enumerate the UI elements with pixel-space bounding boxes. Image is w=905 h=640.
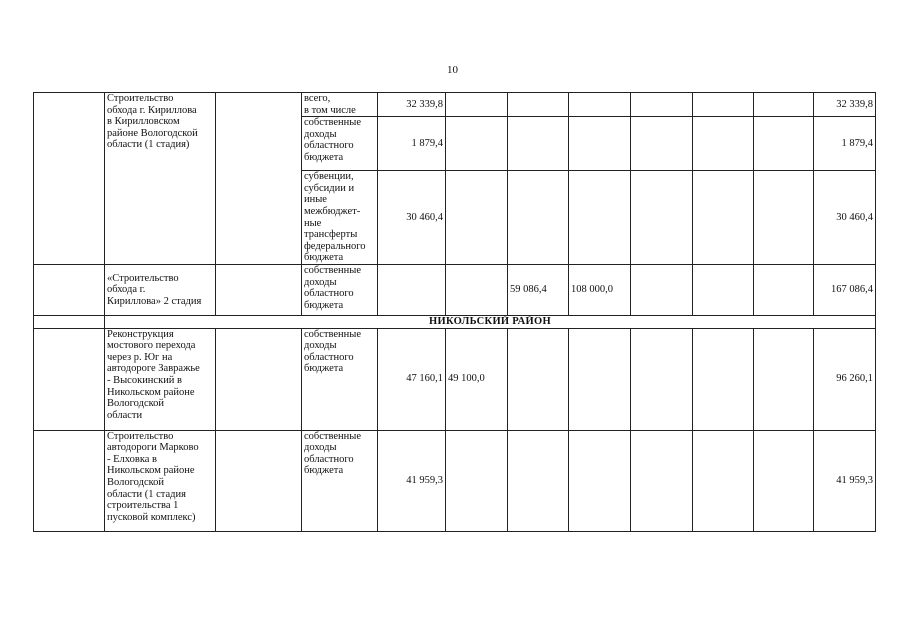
cell-value: 1 879,4 — [378, 117, 446, 171]
cell-number — [34, 93, 105, 265]
page-number: 10 — [447, 64, 458, 76]
cell-object: Строительство обхода г. Кириллова в Кирилловском районе Вологодской области (1 стадия) — [105, 93, 216, 265]
table-row — [34, 93, 876, 117]
cell-value: 108 000,0 — [569, 264, 631, 315]
table-row — [34, 430, 876, 531]
cell-value: 47 160,1 — [378, 328, 446, 430]
cell-value: 59 086,4 — [508, 264, 569, 315]
district-header: НИКОЛЬСКИЙ РАЙОН — [105, 315, 876, 328]
cell-total: 1 879,4 — [814, 117, 876, 171]
budget-table — [33, 92, 876, 532]
cell-total: 32 339,8 — [814, 93, 876, 117]
cell-value: 49 100,0 — [446, 328, 508, 430]
cell-object: Строительство автодороги Марково - Елховка в Никольском районе Вологодской области (1 стадия строительства 1 пусковой комплекс) — [105, 430, 216, 531]
cell-financing: субвенции, субсидии и иные межбюджет- ные трансферты федерального бюджета — [302, 171, 378, 265]
cell-financing: собственные доходы областного бюджета — [302, 117, 378, 171]
cell-value: 32 339,8 — [378, 93, 446, 117]
table-row — [34, 315, 876, 328]
table-row — [34, 328, 876, 430]
cell-financing: собственные доходы областного бюджета — [302, 328, 378, 430]
cell-financing: собственные доходы областного бюджета — [302, 264, 378, 315]
cell-object: Реконструкция мостового перехода через р. Юг на автодороге Завражье - Высокинский в Никольском районе Вологодской области — [105, 328, 216, 430]
table-row — [34, 264, 876, 315]
cell-total: 30 460,4 — [814, 171, 876, 265]
cell-total: 41 959,3 — [814, 430, 876, 531]
cell-total: 167 086,4 — [814, 264, 876, 315]
cell-financing: всего, в том числе — [302, 93, 378, 117]
cell-value: 30 460,4 — [378, 171, 446, 265]
cell-extra — [216, 93, 302, 265]
cell-financing: собственные доходы областного бюджета — [302, 430, 378, 531]
cell-value: 41 959,3 — [378, 430, 446, 531]
cell-total: 96 260,1 — [814, 328, 876, 430]
cell-object: «Строительство обхода г. Кириллова» 2 стадия — [105, 264, 216, 315]
